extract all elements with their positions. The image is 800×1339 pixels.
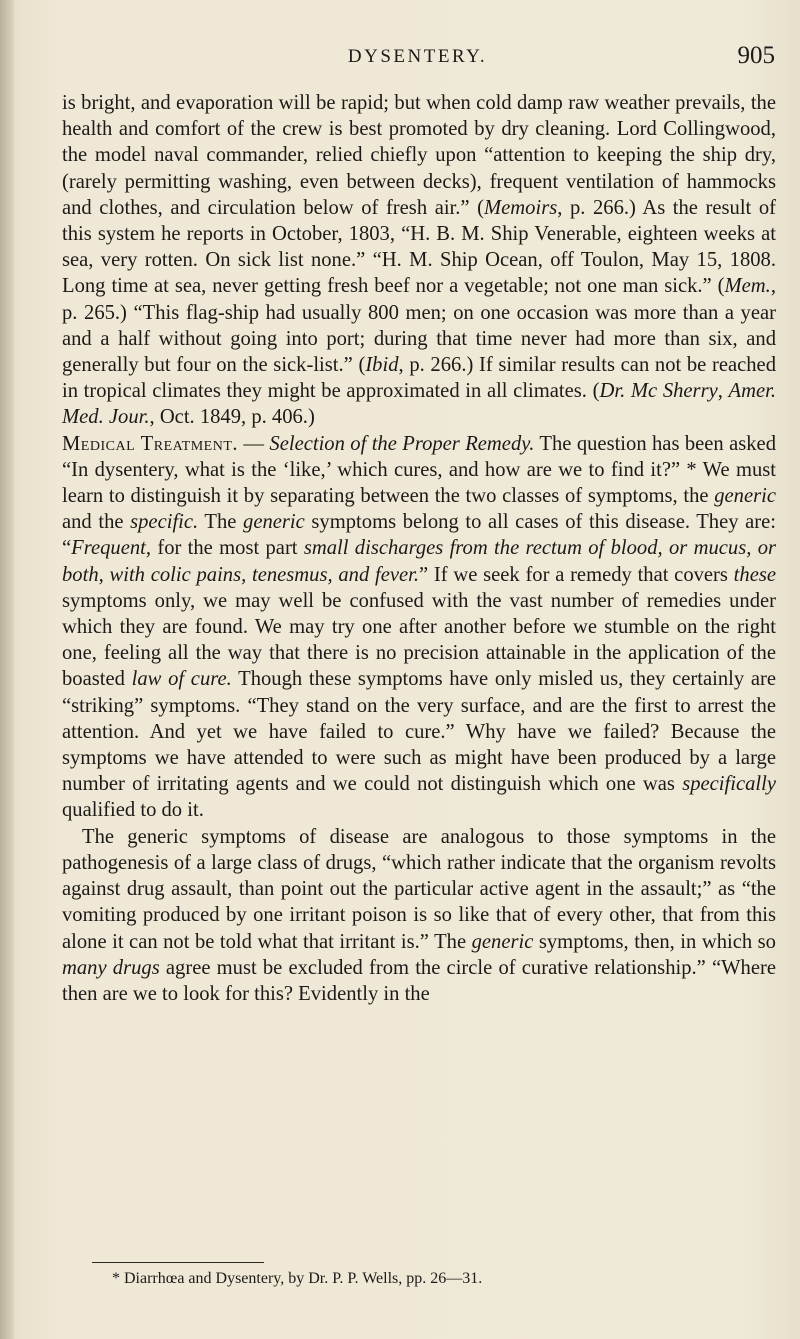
emphasis-italic: generic [714, 485, 776, 508]
emphasis-italic: Frequent, [71, 537, 152, 560]
emphasis-italic: law of cure. [131, 668, 232, 691]
text-span: and the [62, 511, 131, 534]
paragraph-collingwood [62, 90, 776, 431]
footnote-rule [92, 1262, 264, 1263]
body-text [62, 90, 776, 1007]
citation-italic: Ibid [365, 354, 399, 377]
text-span: is bright, and evaporation will be rapid; but when cold damp raw weather prevails, the health and comfort of the crew is best promoted by dry cleaning. Lord Collingwood, the model naval commander, relied chiefly upon “attention to keeping the ship dry, (rarely permitting washing, even between decks), frequent ventilation of hammocks and clothes, and circulation below of fresh air.” ( [62, 92, 776, 219]
citation-italic: Mem. [724, 275, 771, 298]
citation-italic: Dr. Mc Sherry [599, 380, 718, 403]
running-head: DYSENTERY. [347, 46, 488, 67]
text-span: agree must be excluded from the circle of curative relationship.” “Where then are we to look for this? Evidently in the [62, 956, 776, 1005]
text-span: , [717, 380, 729, 403]
emphasis-italic: these [733, 563, 776, 586]
text-span: , p. 265.) “This flag-ship had usually 800 men; on one occasion was more than a year and a half without going into port; during that time never had more than six, and generally but four on the sick-list.” ( [62, 275, 776, 377]
text-span: symptoms belong to all cases of this disease. They are: “ [62, 511, 777, 560]
text-span: The question has been asked “In dysentery, what is the ‘like,’ which cures, and how are we to find it?” * We must learn to distinguish it by separating between the two classes of symptoms, the [62, 432, 776, 508]
footnote: * Diarrhœa and Dysentery, by Dr. P. P. Wells, pp. 26—31. [112, 1270, 483, 1287]
emphasis-italic: generic [243, 511, 305, 534]
text-span: ” If we seek for a remedy that covers [419, 563, 734, 586]
text-span: Though these symptoms have only misled us, they certainly are “striking” symptoms. “They stand on the very surface, and are the first to arrest the attention. And yet we have failed to cure.” Why have we failed? Because the symptoms we have attended to were such as might have been produced by a large number of irritating agents and we could not distinguish which one was [62, 668, 777, 796]
text-span: qualified to do it. [62, 799, 204, 822]
citation-italic: Amer. Med. Jour. [62, 380, 777, 429]
text-span: , p. 266.) If similar results can not be reached in tropical climates they might be approximated in all climates. ( [62, 354, 776, 403]
page-gutter [0, 0, 14, 1339]
section-subheading: Selection of the Proper Remedy. [269, 432, 535, 455]
page-number: 905 [737, 42, 775, 69]
paragraph-medical-treatment [62, 431, 776, 824]
text-span: symptoms, then, in which so [533, 930, 776, 953]
text-span: , p. 266.) As the result of this system he reports in October, 1803, “H. B. M. Ship Venerable, eighteen weeks at sea, very rotten. On sick list none.” “H. M. Ship Ocean, off Toulon, May 15, 1808. Long time at sea, never getting fresh beef nor a vegetable; not one man sick.” ( [62, 196, 777, 298]
text-span: — [238, 432, 270, 455]
citation-italic: Memoirs [484, 196, 558, 219]
text-span: The generic symptoms of disease are analogous to those symptoms in the pathogenesis of a large class of drugs, “which rather indicate that the organism revolts against drug assault, than point out the particular active agent in the assault;” as “the vomiting produced by one irritant poison is so like that of every other, that from this alone it can not be told what that irritant is.” The [62, 825, 776, 953]
paragraph-generic-symptoms [62, 824, 776, 1007]
text-span: , Oct. 1849, p. 406.) [149, 406, 315, 429]
emphasis-italic: specifically [682, 773, 776, 796]
emphasis-italic: generic [471, 930, 534, 953]
text-span: The [198, 511, 244, 534]
emphasis-italic: small discharges from the rectum of blood, or mucus, or both, with colic pains, tenesmus, and fever. [62, 537, 777, 586]
text-span: symptoms only, we may well be confused with the vast number of remedies under which they are found. We may try one after another before we stumble on the right one, feeling all the way that there is no precision attainable in the application of the boasted [62, 589, 776, 691]
emphasis-italic: many drugs [62, 956, 160, 979]
text-span: for the most part [151, 537, 304, 560]
page-header [60, 42, 775, 82]
section-heading: Medical Treatment. [62, 432, 239, 455]
emphasis-italic: specific. [130, 511, 199, 534]
